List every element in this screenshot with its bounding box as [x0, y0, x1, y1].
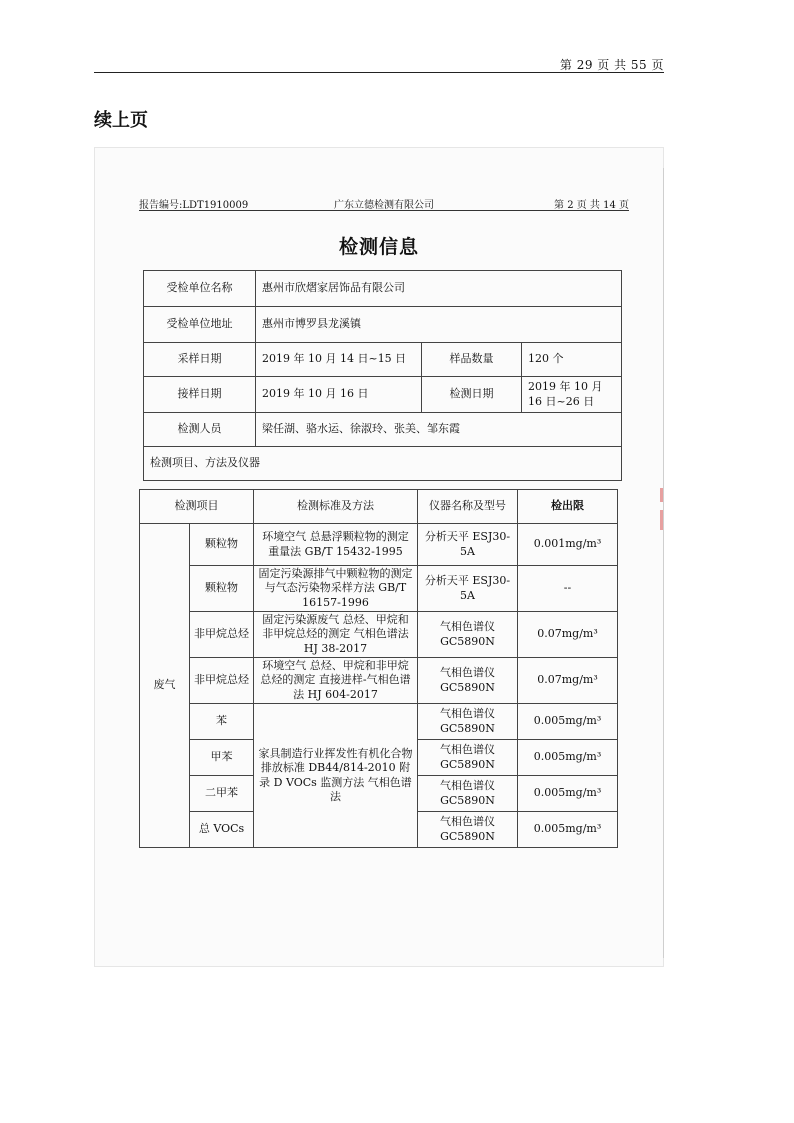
table-row — [140, 658, 618, 704]
company-name: 广东立德检测有限公司 — [334, 200, 434, 211]
table-row — [144, 343, 622, 377]
sampling-date-value: 2019 年 10 月 14 日~15 日 — [256, 343, 422, 377]
receive-date-value: 2019 年 10 月 16 日 — [256, 377, 422, 413]
test-instrument: 气相色谱仪 GC5890N — [418, 612, 518, 658]
test-limit: 0.005mg/m³ — [518, 740, 618, 776]
table-row — [140, 566, 618, 612]
table-row — [144, 413, 622, 447]
staff-value: 梁任湖、骆水运、徐淑玲、张美、邹东霞 — [256, 413, 622, 447]
header-instrument: 仪器名称及型号 — [418, 490, 518, 524]
continued-label: 续上页 — [94, 110, 148, 131]
sample-qty-value: 120 个 — [522, 343, 622, 377]
header-method: 检测标准及方法 — [254, 490, 418, 524]
test-limit: -- — [518, 566, 618, 612]
test-instrument: 分析天平 ESJ30-5A — [418, 524, 518, 566]
test-limit: 0.001mg/m³ — [518, 524, 618, 566]
table-row — [140, 612, 618, 658]
test-limit: 0.07mg/m³ — [518, 612, 618, 658]
client-label: 受检单位名称 — [144, 271, 256, 307]
test-item: 甲苯 — [190, 740, 254, 776]
shared-method: 家具制造行业挥发性有机化合物排放标准 DB44/814-2010 附录 D VOCs 监测方法 气相色谱法 — [254, 704, 418, 848]
report-page-info: 第 2 页 共 14 页 — [554, 200, 629, 211]
header-limit: 检出限 — [518, 490, 618, 524]
test-item: 颗粒物 — [190, 566, 254, 612]
test-instrument: 气相色谱仪 GC5890N — [418, 776, 518, 812]
test-instrument: 气相色谱仪 GC5890N — [418, 812, 518, 848]
test-item: 二甲苯 — [190, 776, 254, 812]
test-method: 固定污染源排气中颗粒物的测定与气态污染物采样方法 GB/T 16157-1996 — [254, 566, 418, 612]
page-number: 第 29 页 共 55 页 — [559, 58, 664, 72]
staff-label: 检测人员 — [144, 413, 256, 447]
test-instrument: 气相色谱仪 GC5890N — [418, 740, 518, 776]
address-label: 受检单位地址 — [144, 307, 256, 343]
scanned-report-page — [94, 147, 664, 967]
test-item: 苯 — [190, 704, 254, 740]
table-row — [144, 377, 622, 413]
table-row — [140, 524, 618, 566]
test-instrument: 分析天平 ESJ30-5A — [418, 566, 518, 612]
test-method: 环境空气 总烃、甲烷和非甲烷总烃的测定 直接进样-气相色谱法 HJ 604-2017 — [254, 658, 418, 704]
header-item: 检测项目 — [140, 490, 254, 524]
test-date-value: 2019 年 10 月 16 日~26 日 — [522, 377, 622, 413]
table-row — [140, 704, 618, 740]
category-cell: 废气 — [140, 524, 190, 848]
report-header — [139, 196, 629, 211]
test-instrument: 气相色谱仪 GC5890N — [418, 658, 518, 704]
sample-qty-label: 样品数量 — [422, 343, 522, 377]
sampling-date-label: 采样日期 — [144, 343, 256, 377]
test-instrument: 气相色谱仪 GC5890N — [418, 704, 518, 740]
receive-date-label: 接样日期 — [144, 377, 256, 413]
red-mark — [660, 488, 663, 502]
test-item: 非甲烷总烃 — [190, 612, 254, 658]
table-row — [144, 271, 622, 307]
test-item: 非甲烷总烃 — [190, 658, 254, 704]
test-limit: 0.005mg/m³ — [518, 812, 618, 848]
info-table — [143, 270, 622, 481]
section-label: 检测项目、方法及仪器 — [144, 447, 622, 481]
client-value: 惠州市欣熠家居饰品有限公司 — [256, 271, 622, 307]
report-number: 报告编号:LDT1910009 — [139, 200, 249, 211]
test-date-label: 检测日期 — [422, 377, 522, 413]
table-row — [144, 447, 622, 481]
table-row — [140, 490, 618, 524]
test-method: 固定污染源废气 总烃、甲烷和非甲烷总烃的测定 气相色谱法 HJ 38-2017 — [254, 612, 418, 658]
test-limit: 0.07mg/m³ — [518, 658, 618, 704]
test-table — [139, 489, 618, 848]
test-method: 环境空气 总悬浮颗粒物的测定 重量法 GB/T 15432-1995 — [254, 524, 418, 566]
test-item: 总 VOCs — [190, 812, 254, 848]
table-row — [144, 307, 622, 343]
scan-edge-line — [663, 168, 664, 958]
document-title: 检测信息 — [338, 236, 419, 258]
test-limit: 0.005mg/m³ — [518, 704, 618, 740]
test-limit: 0.005mg/m³ — [518, 776, 618, 812]
page-header — [94, 58, 664, 73]
red-mark — [660, 510, 663, 530]
address-value: 惠州市博罗县龙溪镇 — [256, 307, 622, 343]
test-item: 颗粒物 — [190, 524, 254, 566]
